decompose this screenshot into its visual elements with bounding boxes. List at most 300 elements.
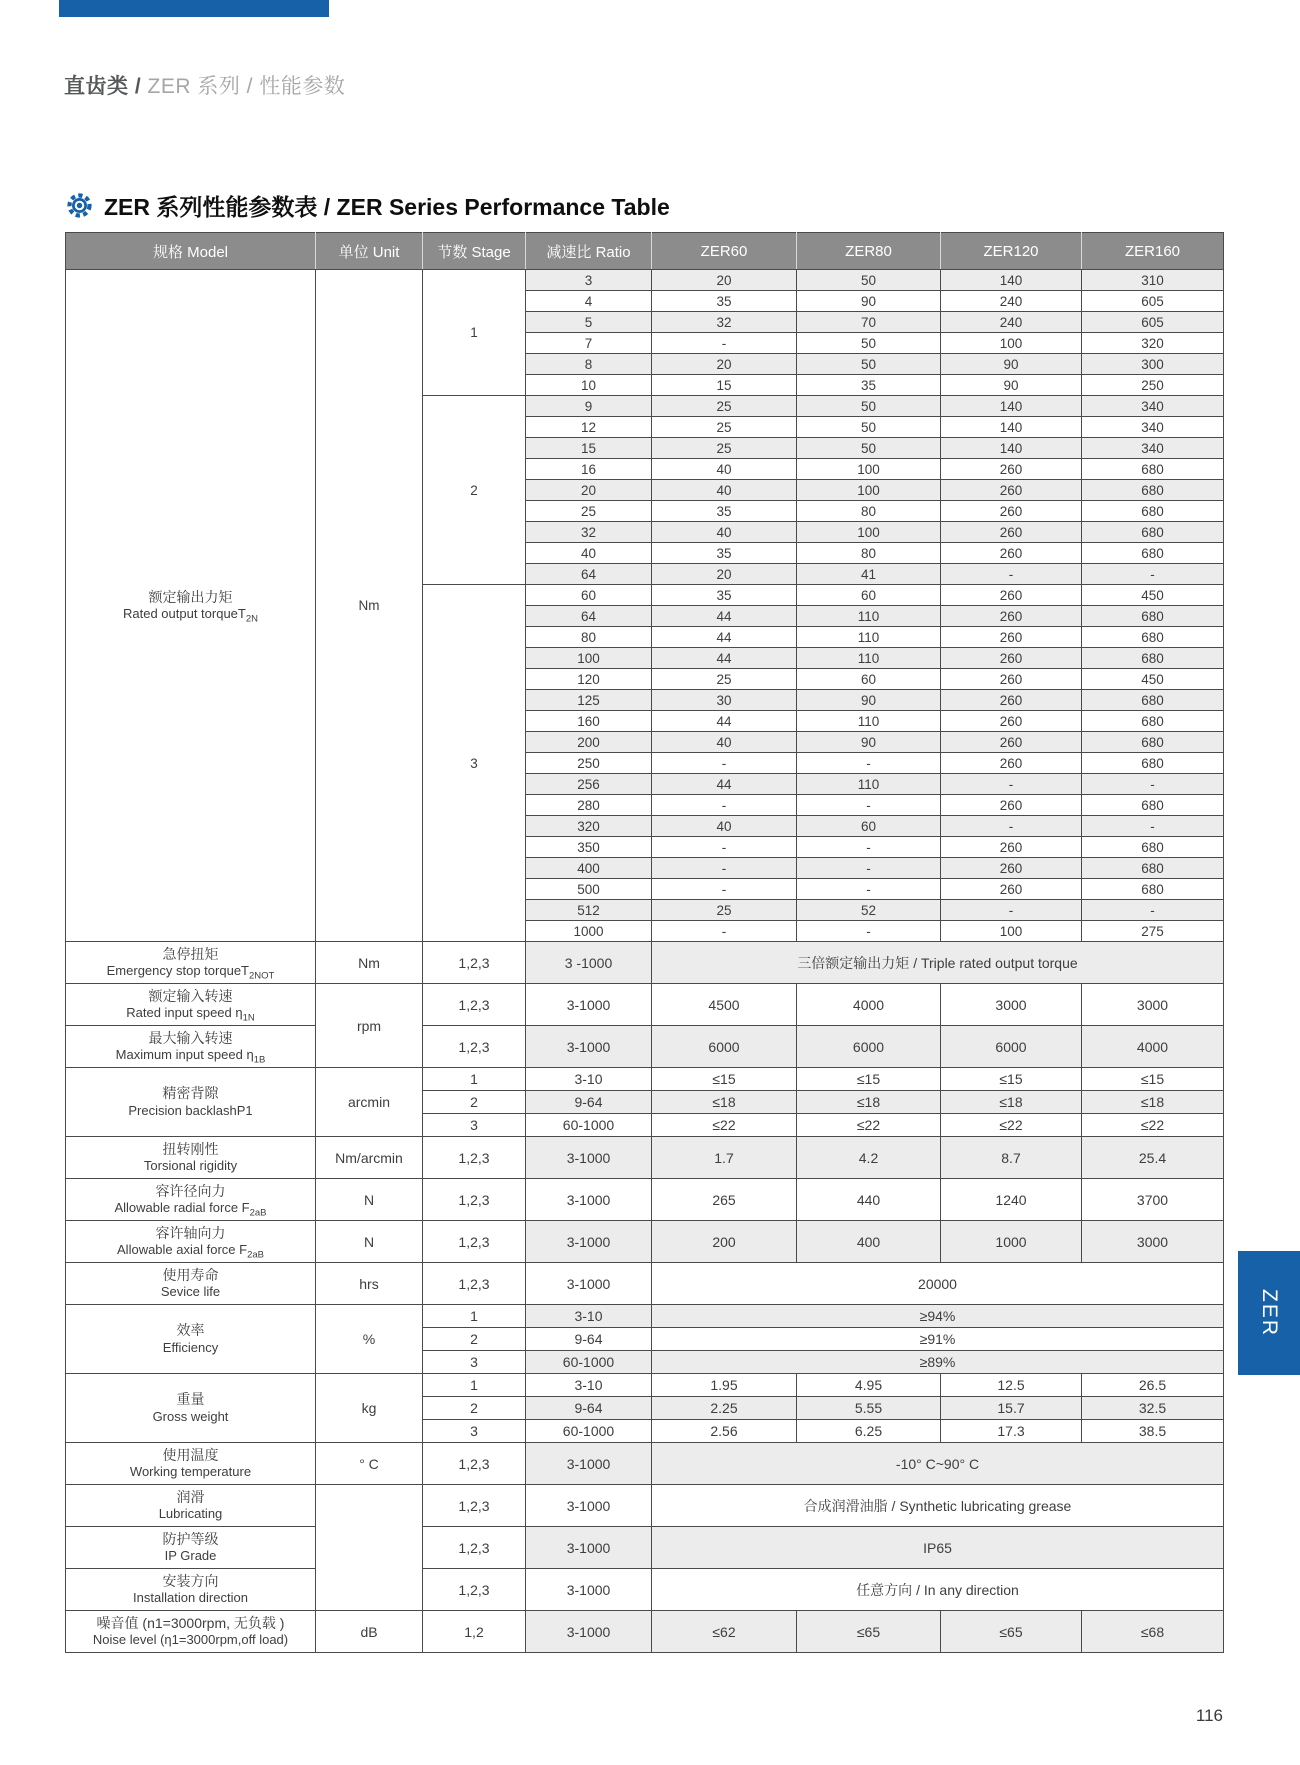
value-cell: ≤22 [797, 1114, 941, 1137]
value-cell: 680 [1082, 879, 1224, 900]
unit-cell: arcmin [316, 1068, 423, 1137]
section-title-row [66, 189, 670, 222]
column-header: ZER80 [797, 233, 941, 270]
side-tab-zer [1238, 1251, 1300, 1375]
ratio-cell: 8 [526, 354, 652, 375]
stage-cell: 1,2,3 [423, 942, 526, 984]
stage-cell: 2 [423, 1397, 526, 1420]
column-header: ZER160 [1082, 233, 1224, 270]
column-header: ZER60 [652, 233, 797, 270]
spec-label-zh: 安装方向 [162, 1572, 219, 1589]
value-cell: 2.25 [652, 1397, 797, 1420]
unit-cell: ° C [316, 1443, 423, 1485]
spec-label-en: Rated output torqueT$_{2N}$ [122, 606, 258, 625]
value-cell: 26.5 [1082, 1374, 1224, 1397]
span-value-cell: ≥91% [652, 1328, 1224, 1351]
value-cell: 80 [797, 501, 941, 522]
value-cell: 52 [797, 900, 941, 921]
stage-cell: 3 [423, 1114, 526, 1137]
spec-label-cell [66, 1263, 316, 1305]
unit-cell: hrs [316, 1263, 423, 1305]
value-cell: 680 [1082, 459, 1224, 480]
value-cell: 450 [1082, 585, 1224, 606]
value-cell: ≤15 [652, 1068, 797, 1091]
column-header: 单位 Unit [316, 233, 423, 270]
value-cell: ≤15 [941, 1068, 1082, 1091]
value-cell: 260 [941, 879, 1082, 900]
value-cell: 200 [652, 1221, 797, 1263]
table-row [66, 1221, 1224, 1263]
ratio-cell: 120 [526, 669, 652, 690]
ratio-cell: 10 [526, 375, 652, 396]
value-cell: 3000 [1082, 984, 1224, 1026]
value-cell: 80 [797, 543, 941, 564]
unit-cell: Nm [316, 270, 423, 942]
value-cell: 100 [797, 480, 941, 501]
value-cell: 3700 [1082, 1179, 1224, 1221]
value-cell: 680 [1082, 858, 1224, 879]
value-cell: - [941, 816, 1082, 837]
value-cell: 50 [797, 270, 941, 291]
value-cell: - [652, 753, 797, 774]
spec-label-zh: 使用温度 [162, 1446, 219, 1463]
value-cell: 35 [652, 291, 797, 312]
value-cell: 32.5 [1082, 1397, 1224, 1420]
stage-cell: 1,2,3 [423, 1026, 526, 1068]
value-cell: ≤22 [941, 1114, 1082, 1137]
value-cell: - [652, 795, 797, 816]
ratio-cell: 16 [526, 459, 652, 480]
ratio-cell: 3-10 [526, 1068, 652, 1091]
ratio-cell: 250 [526, 753, 652, 774]
stage-cell: 1,2 [423, 1611, 526, 1653]
ratio-cell: 3-1000 [526, 1221, 652, 1263]
value-cell: 680 [1082, 837, 1224, 858]
value-cell: 35 [652, 543, 797, 564]
value-cell: 25 [652, 417, 797, 438]
ratio-cell: 20 [526, 480, 652, 501]
value-cell: 4.2 [797, 1137, 941, 1179]
spec-label-cell [66, 1305, 316, 1374]
spec-label-en: Installation direction [133, 1590, 248, 1606]
value-cell: - [652, 837, 797, 858]
value-cell: ≤15 [1082, 1068, 1224, 1091]
table-row [66, 1305, 1224, 1328]
table-row [66, 942, 1224, 984]
spec-label-cell [66, 984, 316, 1026]
spec-label-zh: 效率 [176, 1322, 205, 1339]
spec-label-cell [66, 1611, 316, 1653]
spec-label-en: Allowable radial force $F_{2aB}$ [114, 1200, 267, 1219]
ratio-cell: 60-1000 [526, 1351, 652, 1374]
value-cell: 680 [1082, 732, 1224, 753]
spec-label-en: Working temperature [129, 1464, 252, 1480]
table-row [66, 1569, 1224, 1611]
value-cell: - [1082, 774, 1224, 795]
spec-label-en: Maximum input speed $\eta_{1B}$ [115, 1047, 266, 1066]
ratio-cell: 3-10 [526, 1374, 652, 1397]
table-row [66, 1263, 1224, 1305]
spec-label-cell [66, 1221, 316, 1263]
value-cell: 680 [1082, 480, 1224, 501]
value-cell: ≤62 [652, 1611, 797, 1653]
span-value-cell: 合成润滑油脂 / Synthetic lubricating grease [652, 1485, 1224, 1527]
value-cell: 4.95 [797, 1374, 941, 1397]
value-cell: 6000 [797, 1026, 941, 1068]
value-cell: 20 [652, 270, 797, 291]
value-cell: 310 [1082, 270, 1224, 291]
value-cell: 25 [652, 900, 797, 921]
ratio-cell: 64 [526, 564, 652, 585]
value-cell: ≤18 [797, 1091, 941, 1114]
value-cell: 260 [941, 732, 1082, 753]
stage-cell: 1,2,3 [423, 1527, 526, 1569]
spec-label-zh: 容许轴向力 [155, 1224, 226, 1241]
spec-label-cell [66, 1443, 316, 1485]
value-cell: 260 [941, 627, 1082, 648]
ratio-cell: 100 [526, 648, 652, 669]
unit-cell: Nm [316, 942, 423, 984]
unit-cell: kg [316, 1374, 423, 1443]
spec-label-cell [66, 942, 316, 984]
stage-cell: 1,2,3 [423, 1485, 526, 1527]
ratio-cell: 3-1000 [526, 1026, 652, 1068]
value-cell: 240 [941, 312, 1082, 333]
ratio-cell: 9-64 [526, 1091, 652, 1114]
spec-label-zh: 最大输入转速 [148, 1029, 233, 1046]
spec-label-zh: 急停扭矩 [162, 945, 219, 962]
ratio-cell: 25 [526, 501, 652, 522]
value-cell: 110 [797, 648, 941, 669]
value-cell: 680 [1082, 795, 1224, 816]
value-cell: 40 [652, 480, 797, 501]
column-header: 减速比 Ratio [526, 233, 652, 270]
value-cell: 60 [797, 585, 941, 606]
ratio-cell: 280 [526, 795, 652, 816]
top-accent-bar [59, 0, 329, 17]
table-row [66, 1026, 1224, 1068]
spec-label-en: IP Grade [164, 1548, 217, 1564]
spec-label-en: Lubricating [158, 1506, 223, 1522]
value-cell: 4000 [797, 984, 941, 1026]
ratio-cell: 3-1000 [526, 1179, 652, 1221]
stage-cell: 1,2,3 [423, 1179, 526, 1221]
value-cell: 44 [652, 627, 797, 648]
value-cell: 260 [941, 648, 1082, 669]
value-cell: 680 [1082, 690, 1224, 711]
value-cell: ≤15 [797, 1068, 941, 1091]
table-row [66, 1179, 1224, 1221]
value-cell: 90 [941, 354, 1082, 375]
spec-label-zh: 精密背隙 [162, 1085, 219, 1102]
ratio-cell: 32 [526, 522, 652, 543]
value-cell: 260 [941, 795, 1082, 816]
value-cell: 50 [797, 396, 941, 417]
table-row [66, 984, 1224, 1026]
value-cell: 20 [652, 354, 797, 375]
value-cell: 100 [797, 459, 941, 480]
table-row [66, 1443, 1224, 1485]
span-value-cell: ≥89% [652, 1351, 1224, 1374]
value-cell: 70 [797, 312, 941, 333]
value-cell: 17.3 [941, 1420, 1082, 1443]
value-cell: 260 [941, 480, 1082, 501]
value-cell: ≤22 [652, 1114, 797, 1137]
stage-cell: 2 [423, 396, 526, 585]
value-cell: - [941, 900, 1082, 921]
ratio-cell: 256 [526, 774, 652, 795]
value-cell: - [652, 879, 797, 900]
value-cell: 250 [1082, 375, 1224, 396]
table-row [66, 1611, 1224, 1653]
page-title: ZER 系列性能参数表 / ZER Series Performance Table [104, 194, 670, 220]
table-header-row [66, 233, 1224, 270]
value-cell: - [797, 921, 941, 942]
spec-label-zh: 防护等级 [162, 1530, 219, 1547]
ratio-cell: 1000 [526, 921, 652, 942]
table-row [66, 1137, 1224, 1179]
value-cell: - [652, 858, 797, 879]
value-cell: 50 [797, 333, 941, 354]
value-cell: 1240 [941, 1179, 1082, 1221]
value-cell: 260 [941, 585, 1082, 606]
value-cell: 4500 [652, 984, 797, 1026]
value-cell: ≤65 [797, 1611, 941, 1653]
spec-label-cell [66, 1569, 316, 1611]
value-cell: - [652, 333, 797, 354]
stage-cell: 1,2,3 [423, 1263, 526, 1305]
unit-cell: N [316, 1179, 423, 1221]
value-cell: 25 [652, 396, 797, 417]
value-cell: 260 [941, 522, 1082, 543]
value-cell: 25 [652, 438, 797, 459]
breadcrumb [64, 70, 345, 100]
span-value-cell: 任意方向 / In any direction [652, 1569, 1224, 1611]
stage-cell: 1,2,3 [423, 984, 526, 1026]
ratio-cell: 400 [526, 858, 652, 879]
spec-label-zh: 容许径向力 [155, 1182, 226, 1199]
value-cell: 40 [652, 732, 797, 753]
spec-label-zh: 噪音值 (n1=3000rpm, 无负载 ) [96, 1614, 285, 1631]
spec-label-en: Efficiency [162, 1339, 219, 1355]
value-cell: 275 [1082, 921, 1224, 942]
value-cell: 140 [941, 270, 1082, 291]
unit-cell [316, 1485, 423, 1611]
ratio-cell: 500 [526, 879, 652, 900]
value-cell: 4000 [1082, 1026, 1224, 1068]
value-cell: 140 [941, 417, 1082, 438]
value-cell: 300 [1082, 354, 1224, 375]
gear-icon [66, 192, 93, 219]
value-cell: 90 [941, 375, 1082, 396]
value-cell: 25 [652, 669, 797, 690]
value-cell: 1000 [941, 1221, 1082, 1263]
value-cell: 20 [652, 564, 797, 585]
spec-label-zh: 重量 [176, 1391, 205, 1408]
value-cell: - [797, 858, 941, 879]
value-cell: 40 [652, 816, 797, 837]
ratio-cell: 40 [526, 543, 652, 564]
value-cell: 40 [652, 459, 797, 480]
table-row [66, 270, 1224, 291]
value-cell: - [1082, 564, 1224, 585]
value-cell: 100 [941, 333, 1082, 354]
value-cell: 41 [797, 564, 941, 585]
value-cell: 6.25 [797, 1420, 941, 1443]
value-cell: - [941, 774, 1082, 795]
value-cell: 340 [1082, 417, 1224, 438]
value-cell: 140 [941, 438, 1082, 459]
value-cell: 680 [1082, 522, 1224, 543]
ratio-cell: 60-1000 [526, 1114, 652, 1137]
value-cell: ≤22 [1082, 1114, 1224, 1137]
spec-label-en: Torsional rigidity [143, 1158, 238, 1174]
value-cell: 240 [941, 291, 1082, 312]
value-cell: 340 [1082, 396, 1224, 417]
value-cell: 110 [797, 627, 941, 648]
value-cell: 6000 [941, 1026, 1082, 1068]
value-cell: 44 [652, 711, 797, 732]
value-cell: 32 [652, 312, 797, 333]
stage-cell: 2 [423, 1091, 526, 1114]
value-cell: 44 [652, 648, 797, 669]
value-cell: ≤65 [941, 1611, 1082, 1653]
unit-cell: rpm [316, 984, 423, 1068]
value-cell: 35 [797, 375, 941, 396]
unit-cell: Nm/arcmin [316, 1137, 423, 1179]
value-cell: 90 [797, 690, 941, 711]
table-row [66, 1485, 1224, 1527]
spec-label-en: Rated input speed $\eta_{1N}$ [126, 1005, 255, 1024]
value-cell: 6000 [652, 1026, 797, 1068]
value-cell: 340 [1082, 438, 1224, 459]
spec-label-cell [66, 1374, 316, 1443]
value-cell: 260 [941, 837, 1082, 858]
ratio-cell: 60-1000 [526, 1420, 652, 1443]
ratio-cell: 9-64 [526, 1328, 652, 1351]
value-cell: 3000 [1082, 1221, 1224, 1263]
value-cell: 44 [652, 774, 797, 795]
spec-label-cell [66, 1137, 316, 1179]
ratio-cell: 64 [526, 606, 652, 627]
value-cell: 260 [941, 543, 1082, 564]
table-row [66, 1374, 1224, 1397]
value-cell: 60 [797, 816, 941, 837]
value-cell: 110 [797, 774, 941, 795]
value-cell: 605 [1082, 291, 1224, 312]
value-cell: - [797, 837, 941, 858]
ratio-cell: 60 [526, 585, 652, 606]
value-cell: 1.7 [652, 1137, 797, 1179]
span-value-cell: 20000 [652, 1263, 1224, 1305]
value-cell: 2.56 [652, 1420, 797, 1443]
spec-label-cell [66, 1485, 316, 1527]
spec-label-zh: 扭转刚性 [162, 1140, 219, 1157]
table-row [66, 1068, 1224, 1091]
span-value-cell: -10° C~90° C [652, 1443, 1224, 1485]
spec-label-en: Precision backlashP1 [128, 1102, 253, 1118]
value-cell: 3000 [941, 984, 1082, 1026]
value-cell: 680 [1082, 606, 1224, 627]
ratio-cell: 160 [526, 711, 652, 732]
value-cell: 605 [1082, 312, 1224, 333]
ratio-cell: 320 [526, 816, 652, 837]
value-cell: 35 [652, 585, 797, 606]
ratio-cell: 125 [526, 690, 652, 711]
spec-label-en: Allowable axial force $F_{2aB}$ [117, 1242, 264, 1261]
stage-cell: 3 [423, 1420, 526, 1443]
ratio-cell: 3-1000 [526, 1443, 652, 1485]
ratio-cell: 3-1000 [526, 984, 652, 1026]
value-cell: - [1082, 900, 1224, 921]
value-cell: 50 [797, 354, 941, 375]
value-cell: 12.5 [941, 1374, 1082, 1397]
unit-cell: N [316, 1221, 423, 1263]
stage-cell: 1,2,3 [423, 1221, 526, 1263]
value-cell: 400 [797, 1221, 941, 1263]
value-cell: 35 [652, 501, 797, 522]
spec-label-cell [66, 1068, 316, 1137]
ratio-cell: 9 [526, 396, 652, 417]
ratio-cell: 3 -1000 [526, 942, 652, 984]
value-cell: 100 [797, 522, 941, 543]
value-cell: - [797, 753, 941, 774]
ratio-cell: 80 [526, 627, 652, 648]
ratio-cell: 5 [526, 312, 652, 333]
ratio-cell: 3-1000 [526, 1485, 652, 1527]
ratio-cell: 3-1000 [526, 1137, 652, 1179]
value-cell: 265 [652, 1179, 797, 1221]
stage-cell: 1 [423, 1068, 526, 1091]
value-cell: - [1082, 816, 1224, 837]
value-cell: 680 [1082, 753, 1224, 774]
value-cell: 680 [1082, 627, 1224, 648]
stage-cell: 1,2,3 [423, 1443, 526, 1485]
value-cell: 260 [941, 606, 1082, 627]
spec-label-en: Emergency stop torqueT$_{2NOT}$ [106, 963, 275, 982]
value-cell: 680 [1082, 648, 1224, 669]
ratio-cell: 512 [526, 900, 652, 921]
stage-cell: 1,2,3 [423, 1137, 526, 1179]
spec-label-zh: 额定输入转速 [148, 987, 233, 1004]
value-cell: 260 [941, 501, 1082, 522]
value-cell: 50 [797, 417, 941, 438]
value-cell: 40 [652, 522, 797, 543]
value-cell: 8.7 [941, 1137, 1082, 1179]
breadcrumb-path: ZER 系列 / 性能参数 [141, 75, 346, 98]
value-cell: ≤18 [941, 1091, 1082, 1114]
stage-cell: 1 [423, 1374, 526, 1397]
value-cell: 680 [1082, 543, 1224, 564]
value-cell: 260 [941, 753, 1082, 774]
value-cell: - [941, 564, 1082, 585]
value-cell: 260 [941, 669, 1082, 690]
ratio-cell: 3-1000 [526, 1569, 652, 1611]
value-cell: ≤18 [652, 1091, 797, 1114]
value-cell: 38.5 [1082, 1420, 1224, 1443]
stage-cell: 1 [423, 270, 526, 396]
column-header: ZER120 [941, 233, 1082, 270]
stage-cell: 2 [423, 1328, 526, 1351]
value-cell: 5.55 [797, 1397, 941, 1420]
value-cell: 1.95 [652, 1374, 797, 1397]
value-cell: 680 [1082, 711, 1224, 732]
ratio-cell: 15 [526, 438, 652, 459]
value-cell: 30 [652, 690, 797, 711]
value-cell: 50 [797, 438, 941, 459]
value-cell: 15.7 [941, 1397, 1082, 1420]
value-cell: 260 [941, 459, 1082, 480]
